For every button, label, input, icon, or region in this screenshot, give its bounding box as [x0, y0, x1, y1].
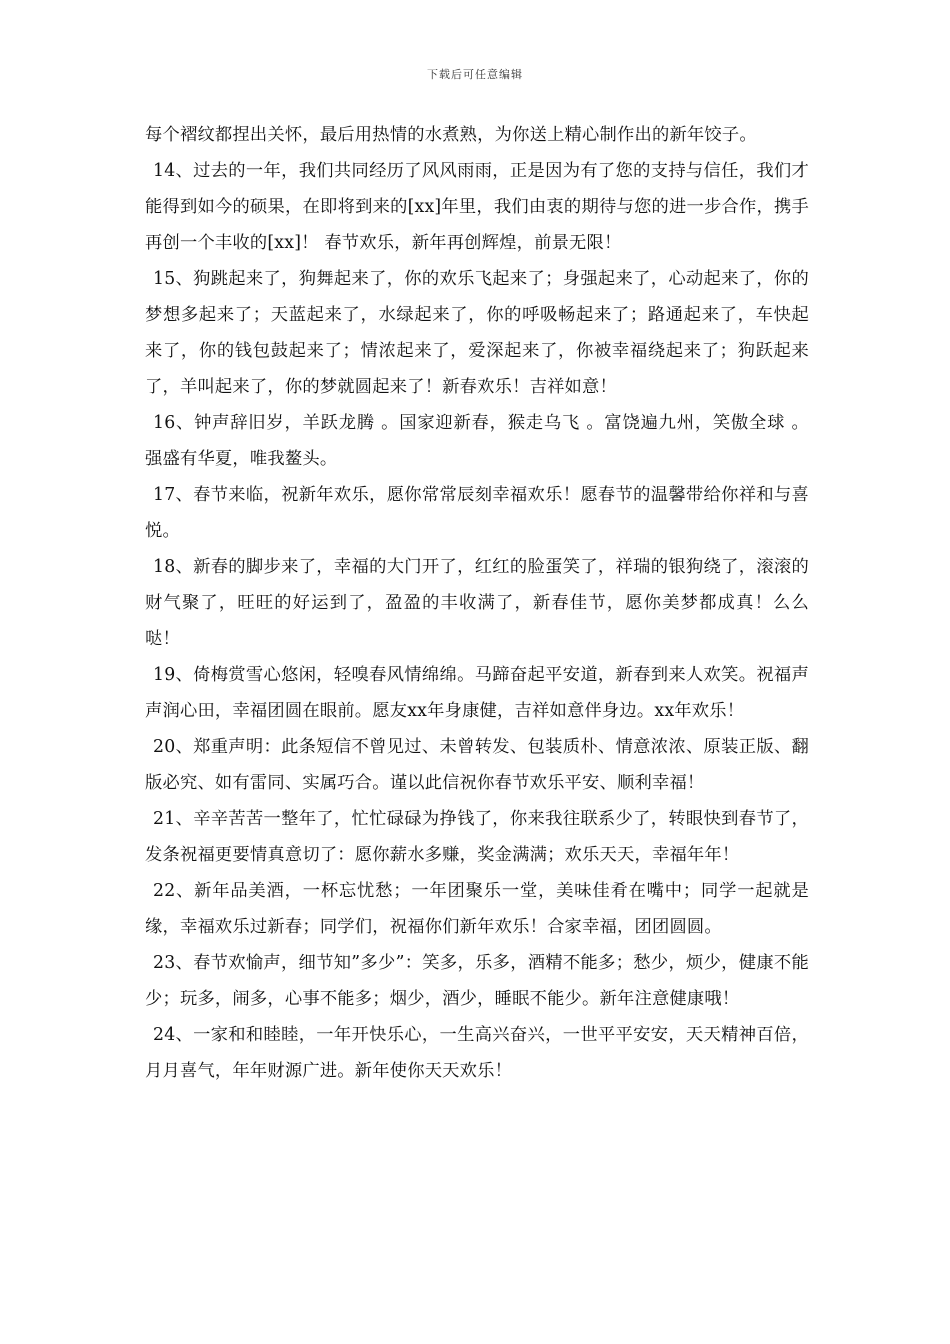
paragraph-14: 14、过去的一年，我们共同经历了风风雨雨，正是因为有了您的支持与信任，我们才能得到如今的硕果，在即将到来的[xx]年里，我们由衷的期待与您的进一步合作，携手再创一个丰收的[xx]！ 春节欢乐，新年再创辉煌，前景无限！	[145, 161, 809, 253]
paragraph-15: 15、狗跳起来了，狗舞起来了，你的欢乐飞起来了；身强起来了，心动起来了，你的梦想多起来了；天蓝起来了，水绿起来了，你的呼吸畅起来了；路通起来了，车快起来了，你的钱包鼓起来了；情浓起来了，爱深起来了，你被幸福绕起来了；狗跃起来了，羊叫起来了，你的梦就圆起来了！新春欢乐！吉祥如意！	[145, 269, 809, 397]
paragraph-20: 20、郑重声明：此条短信不曾见过、未曾转发、包装质朴、情意浓浓、原装正版、翻版必究、如有雷同、实属巧合。谨以此信祝你春节欢乐平安、顺利幸福！	[145, 737, 809, 793]
paragraph-18: 18、新春的脚步来了，幸福的大门开了，红红的脸蛋笑了，祥瑞的银狗绕了，滚滚的财气聚了，旺旺的好运到了，盈盈的丰收满了，新春佳节，愿你美梦都成真！么么哒！	[145, 557, 809, 649]
paragraph-17: 17、春节来临，祝新年欢乐，愿你常常辰刻幸福欢乐！愿春节的温馨带给你祥和与喜悦。	[145, 485, 809, 541]
document-body	[145, 117, 809, 1089]
paragraph-16: 16、钟声辞旧岁，羊跃龙腾 。国家迎新春，猴走乌飞 。富饶遍九州，笑傲全球 。 强盛有华夏，唯我鳌头。	[145, 413, 809, 469]
paragraph-21: 21、辛辛苦苦一整年了，忙忙碌碌为挣钱了，你来我往联系少了，转眼快到春节了，发条祝福更要情真意切了：愿你薪水多赚，奖金满满；欢乐天天，幸福年年！	[145, 809, 809, 865]
paragraph-continuation: 每个褶纹都捏出关怀，最后用热情的水煮熟，为你送上精心制作出的新年饺子。	[145, 125, 757, 145]
paragraph-24: 24、一家和和睦睦，一年开快乐心，一生高兴奋兴，一世平平安安，天天精神百倍，月月喜气，年年财源广进。新年使你天天欢乐！	[145, 1025, 809, 1081]
paragraph-22: 22、新年品美酒，一杯忘忧愁；一年团聚乐一堂，美味佳肴在嘴中；同学一起就是缘，幸福欢乐过新春；同学们，祝福你们新年欢乐！合家幸福，团团圆圆。	[145, 881, 809, 937]
paragraph-23: 23、春节欢愉声，细节知”多少”：笑多，乐多，酒精不能多；愁少，烦少，健康不能少；玩多，闹多，心事不能多；烟少，酒少，睡眠不能少。新年注意健康哦！	[145, 953, 809, 1009]
paragraph-19: 19、倚梅赏雪心悠闲，轻嗅春风情绵绵。马蹄奋起平安道，新春到来人欢笑。祝福声声润心田，幸福团圆在眼前。愿友xx年身康健，吉祥如意伴身边。xx年欢乐！	[145, 665, 809, 721]
page-header: 下载后可任意编辑	[427, 68, 523, 81]
